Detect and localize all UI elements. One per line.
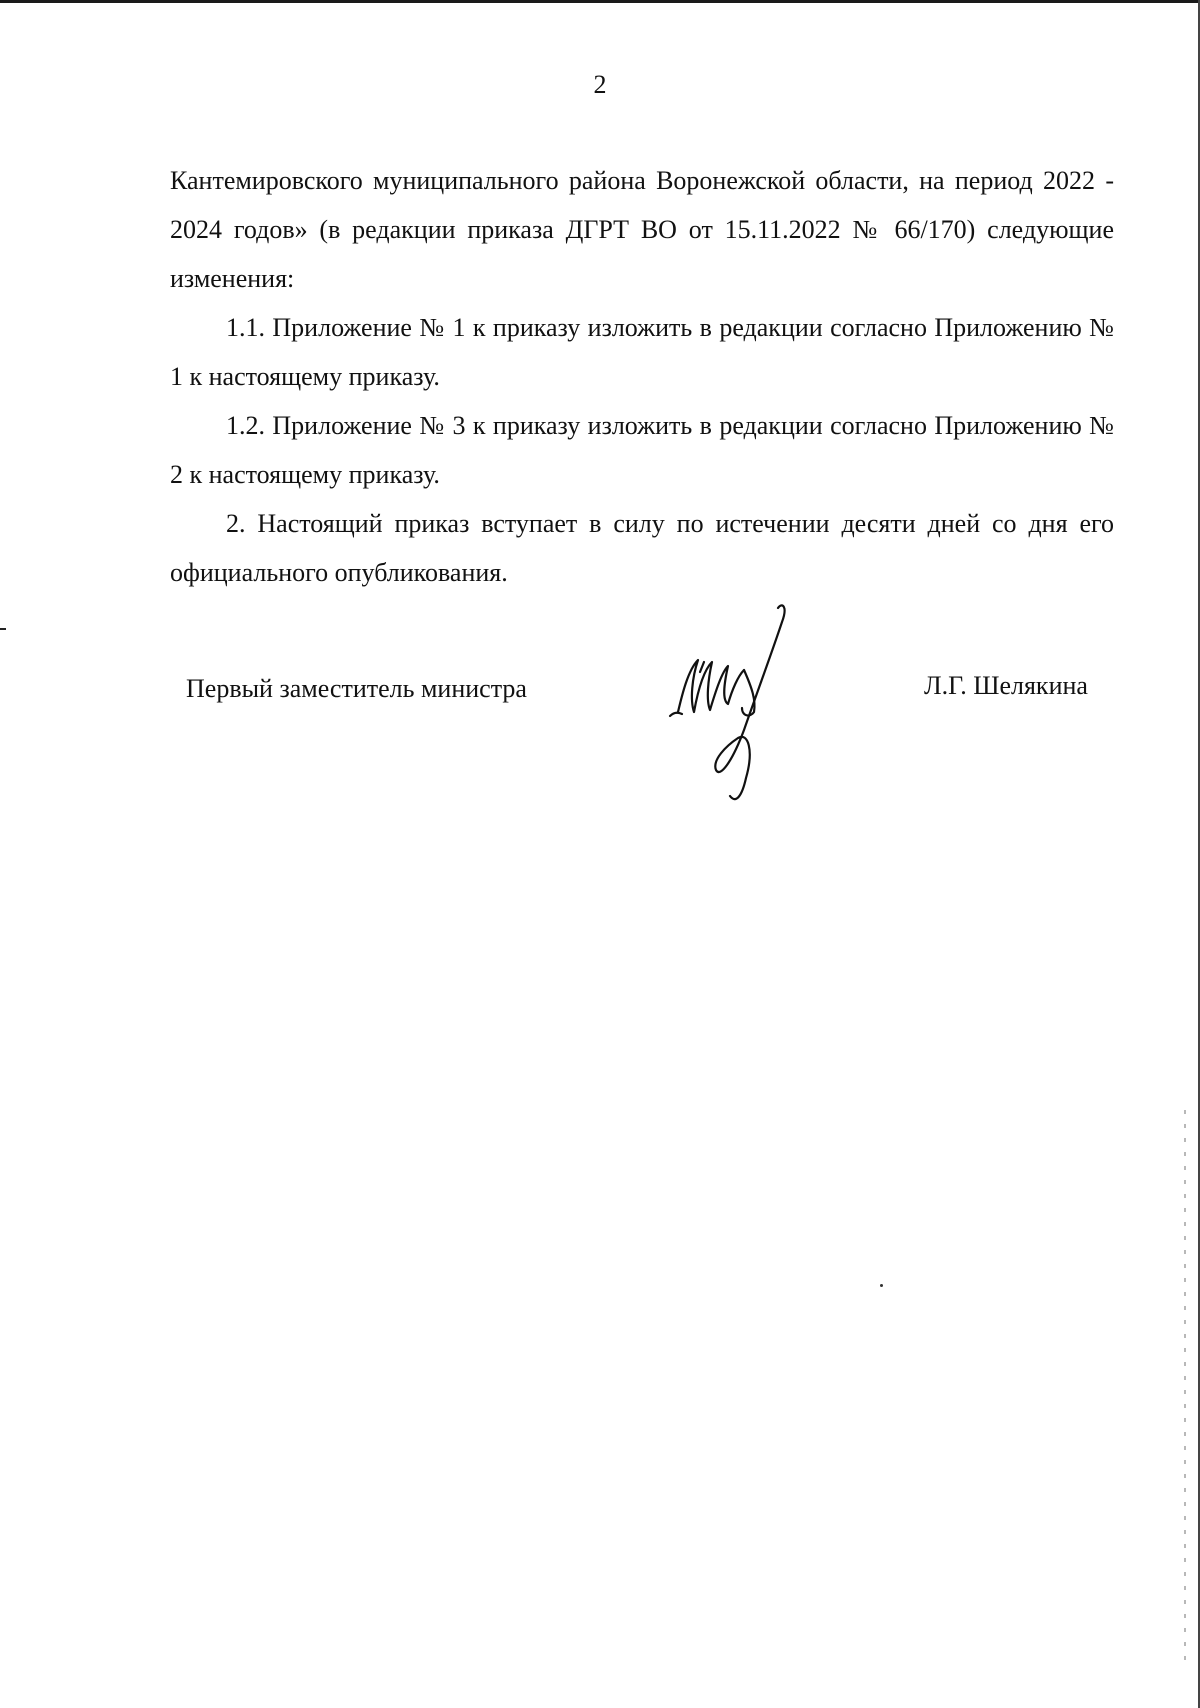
page-number: 2 [593, 70, 607, 99]
paragraph-item-1-2: 1.2. Приложение № 3 к приказу изложить в редакции согласно Приложению № 2 к настоящему приказу. [170, 411, 1114, 489]
paragraph-item-1-1: 1.1. Приложение № 1 к приказу изложить в редакции согласно Приложению № 1 к настоящему приказу. [170, 313, 1114, 391]
scan-mark [0, 628, 6, 630]
scan-noise [1184, 1110, 1186, 1670]
handwritten-signature [660, 600, 820, 810]
paragraph-continuation: Кантемировского муниципального района Воронежской области, на период 2022 - 2024 годов» (в редакции приказа ДГРТ ВО от 15.11.2022 № 66/170) следующие изменения: [170, 166, 1114, 293]
signer-position: Первый заместитель министра [186, 674, 527, 703]
scan-edge-top [0, 0, 1200, 3]
paragraph-item-2: 2. Настоящий приказ вступает в силу по истечении десяти дней со дня его официального опубликования. [170, 509, 1114, 587]
signer-name: Л.Г. Шелякина [924, 671, 1088, 700]
scan-speck [880, 1284, 883, 1287]
